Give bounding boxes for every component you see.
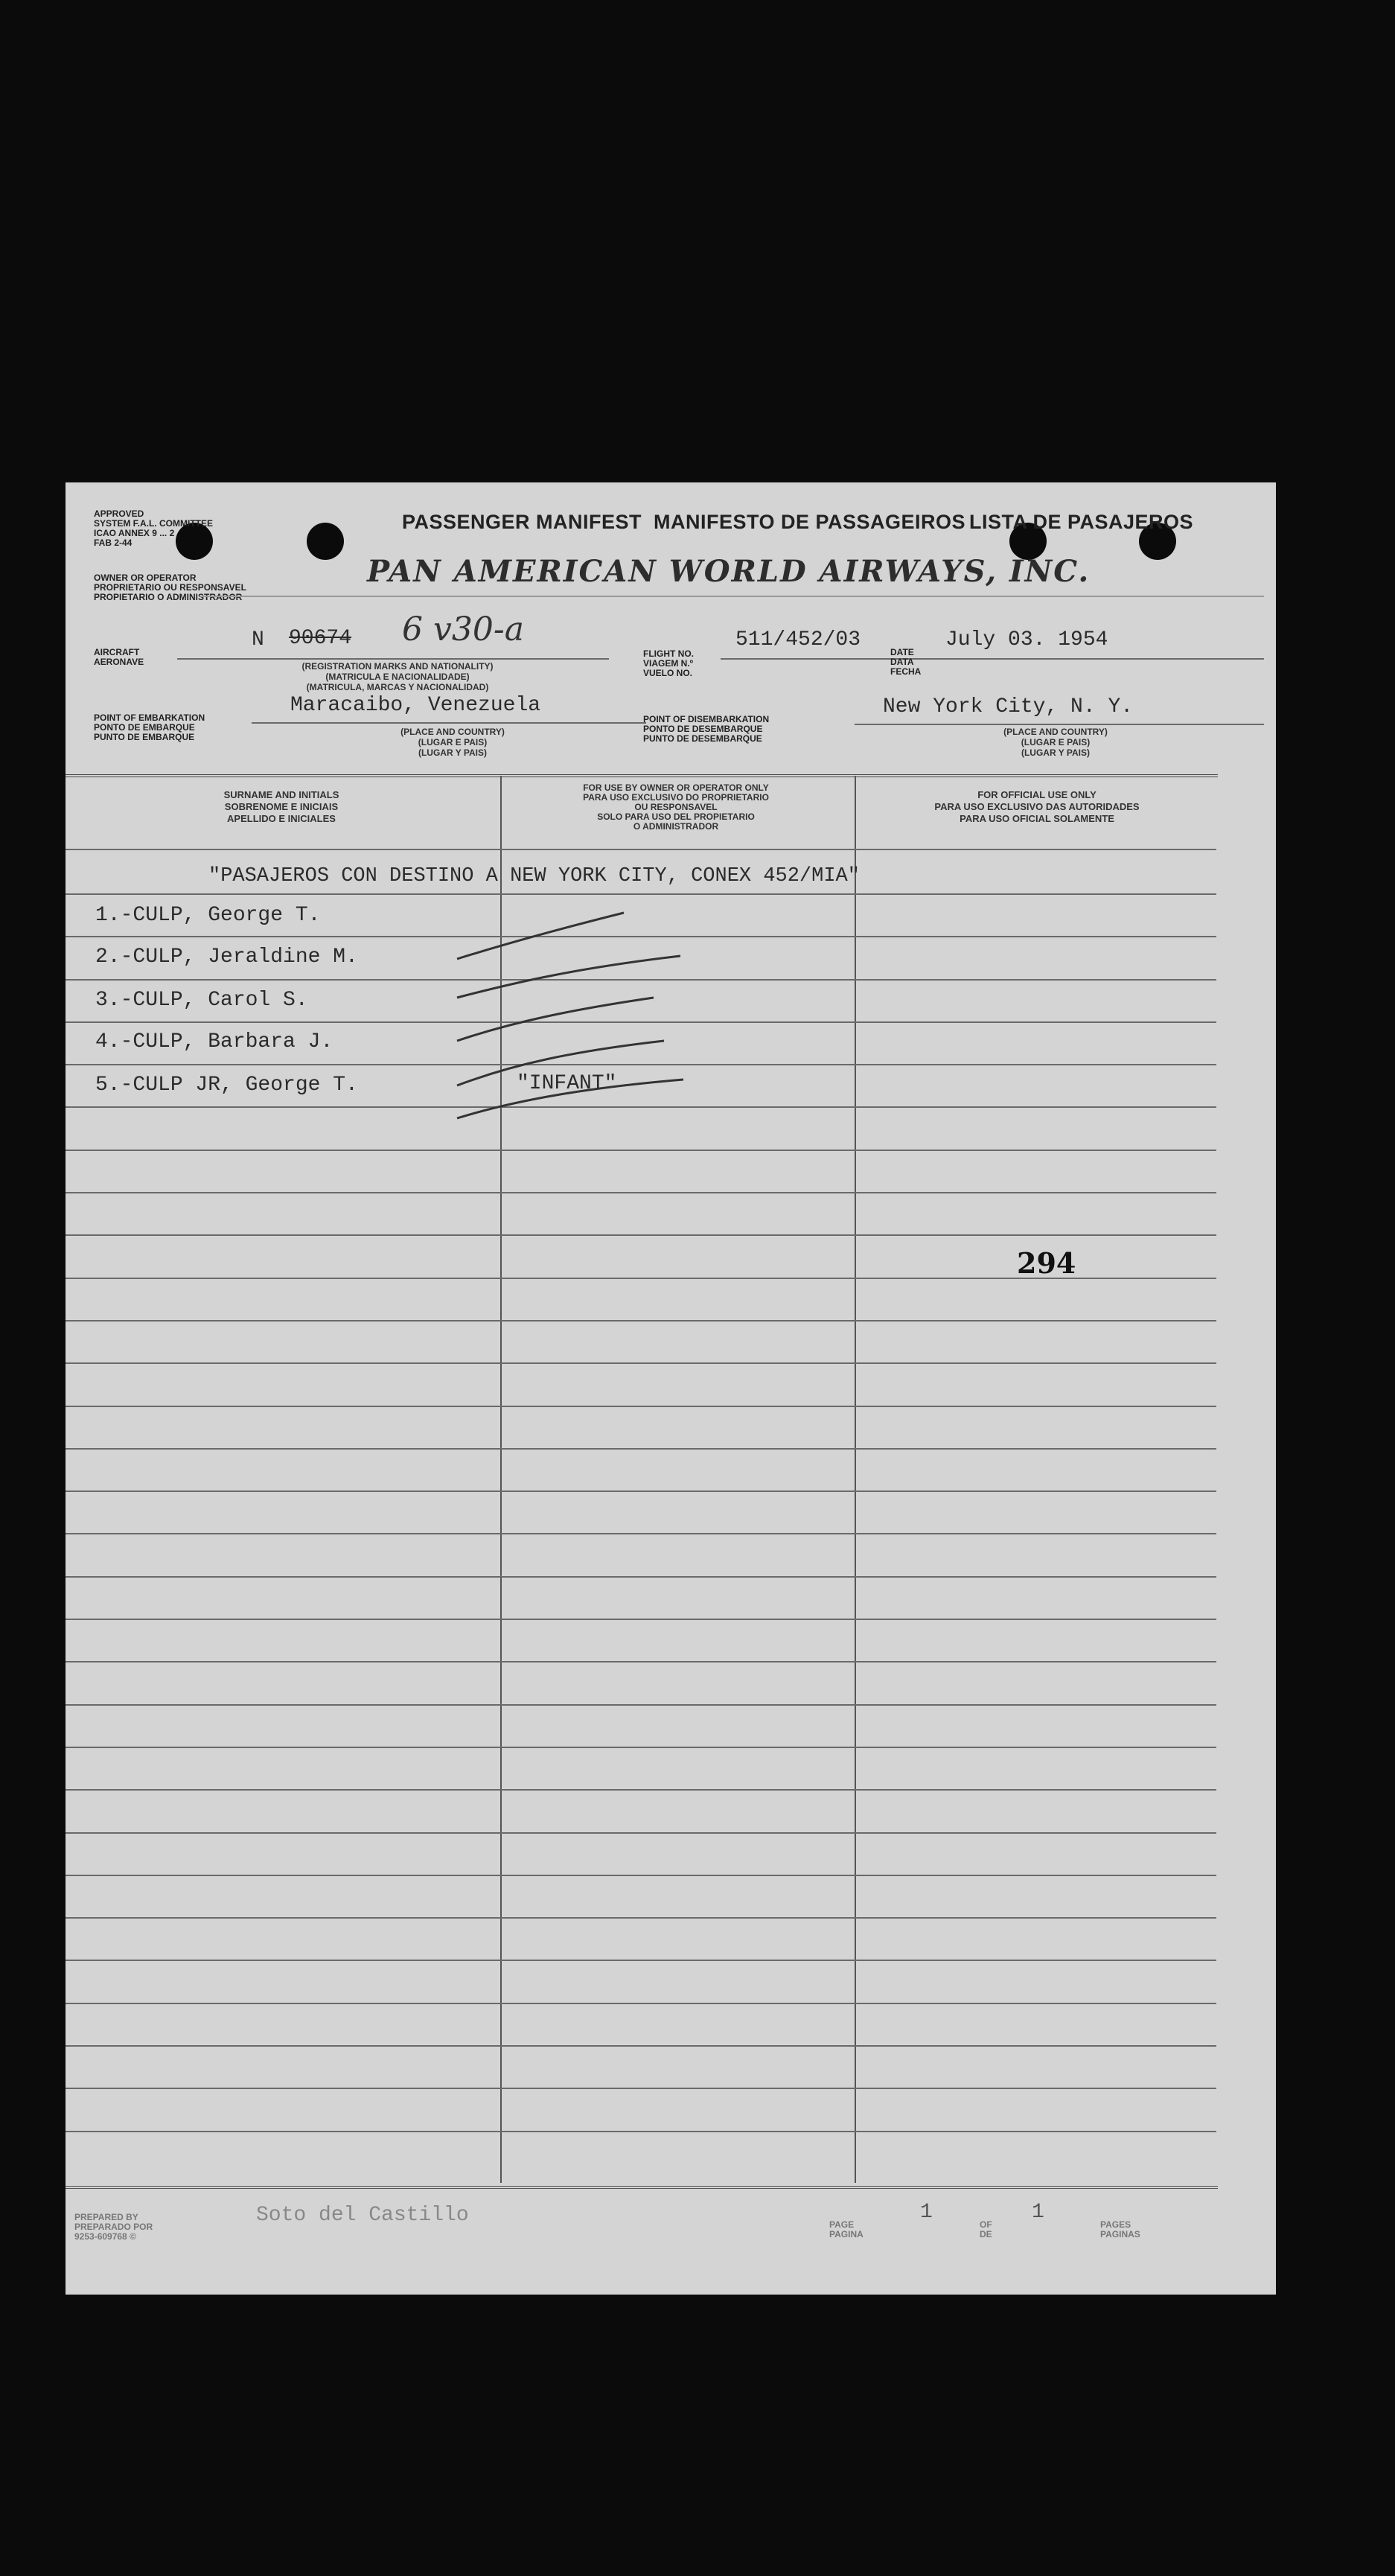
registration-prefix: N: [252, 628, 264, 651]
owner-label-line: PROPIETARIO O ADMINISTRADOR: [94, 592, 243, 602]
aircraft-sublabel: [271, 661, 524, 692]
table-row-rule: [66, 1832, 1216, 1834]
disembarkation-sublabel-line: (LUGAR Y PAIS): [1021, 747, 1090, 758]
date-underline: [944, 658, 1264, 660]
embarkation-value: Maracaibo, Venezuela: [290, 694, 541, 717]
table-top-border: [66, 774, 1218, 777]
page-label: [829, 2220, 864, 2239]
column-header-official-use: [862, 789, 1212, 825]
embarkation-label-line: PUNTO DE EMBARQUE: [94, 732, 195, 742]
prepared-label: [74, 2213, 153, 2242]
embarkation-underline: [252, 722, 646, 724]
table-row-rule: [66, 1960, 1216, 1961]
table-row-rule: [66, 1320, 1216, 1322]
of-label-line: OF: [980, 2219, 992, 2230]
table-row-rule: [66, 1789, 1216, 1791]
disembarkation-label-line: POINT OF DISEMBARKATION: [643, 714, 770, 724]
check-marks: [453, 870, 691, 1123]
pages-label: [1100, 2220, 1140, 2239]
aircraft-sublabel-line: (MATRICULA E NACIONALIDADE): [325, 672, 470, 682]
embarkation-sublabel-line: (PLACE AND COUNTRY): [400, 727, 505, 737]
disembarkation-value: New York City, N. Y.: [883, 695, 1134, 718]
passenger-remark: "INFANT": [517, 1072, 617, 1095]
passenger-name: 5.-CULP JR, George T.: [95, 1074, 358, 1097]
manifest-document: [66, 482, 1276, 2295]
column-header-owner-use: [505, 783, 847, 832]
table-row-rule: [66, 1448, 1216, 1450]
of-label: [980, 2220, 992, 2239]
passenger-name: 1.-CULP, George T.: [95, 904, 321, 927]
approval-line: APPROVED: [94, 508, 144, 519]
owner-underline: [199, 596, 1264, 597]
table-row-rule: [66, 1406, 1216, 1407]
table-row-rule: [66, 1875, 1216, 1876]
date-label-line: DATA: [890, 657, 914, 667]
approval-line: ICAO ANNEX 9 ... 2: [94, 528, 175, 538]
punch-hole: [307, 523, 344, 560]
embarkation-sublabel: [363, 727, 542, 758]
flight-number: 511/452/03: [735, 628, 861, 651]
table-row-rule: [66, 1533, 1216, 1534]
flight-label-line: VUELO NO.: [643, 668, 693, 678]
title-portuguese: MANIFESTO DE PASSAGEIROS: [654, 511, 966, 533]
footer-top-border: [66, 2186, 1218, 2189]
approval-line: SYSTEM F.A.L. COMMITTEE: [94, 518, 214, 529]
column-header-line: OU RESPONSAVEL: [634, 802, 718, 812]
table-row-rule: [66, 1704, 1216, 1706]
disembarkation-sublabel-line: (LUGAR E PAIS): [1021, 737, 1091, 747]
embarkation-label-line: POINT OF EMBARKATION: [94, 712, 205, 723]
embarkation-sublabel-line: (LUGAR E PAIS): [418, 737, 488, 747]
page-label-line: PAGINA: [829, 2229, 864, 2239]
owner-label-line: OWNER OR OPERATOR: [94, 573, 197, 583]
prepared-label-line: PREPARADO POR: [74, 2222, 153, 2232]
disembarkation-label-line: PONTO DE DESEMBARQUE: [643, 724, 763, 734]
approval-block: [94, 509, 213, 548]
flight-label: [643, 649, 694, 678]
aircraft-sublabel-line: (REGISTRATION MARKS AND NATIONALITY): [301, 661, 494, 672]
column-header-line: APELLIDO E INICIALES: [227, 813, 336, 824]
prepared-label-line: 9253-609768 ©: [74, 2231, 136, 2242]
airline-name: PAN AMERICAN WORLD AIRWAYS, INC.: [367, 554, 1091, 589]
passenger-name: 3.-CULP, Carol S.: [95, 989, 308, 1012]
table-row-rule: [66, 849, 1216, 850]
stamp-number: 294: [1017, 1246, 1076, 1280]
aircraft-label-line: AERONAVE: [94, 657, 144, 667]
embarkation-label-line: PONTO DE EMBARQUE: [94, 722, 195, 733]
disembarkation-sublabel: [959, 727, 1152, 758]
column-header-line: O ADMINISTRADOR: [633, 821, 719, 832]
registration-struck: 90674: [289, 627, 352, 650]
pages-label-line: PAGINAS: [1100, 2229, 1140, 2239]
owner-label: [94, 573, 246, 602]
prepared-by: Soto del Castillo: [256, 2204, 469, 2227]
disembarkation-label: [643, 715, 769, 744]
table-row-rule: [66, 1192, 1216, 1193]
pages-total: 1: [1032, 2201, 1044, 2224]
embarkation-sublabel-line: (LUGAR Y PAIS): [418, 747, 487, 758]
title-spanish: LISTA DE PASAJEROS: [969, 511, 1194, 533]
column-header-line: PARA USO EXCLUSIVO DAS AUTORIDADES: [934, 801, 1140, 812]
date-label: [890, 648, 921, 677]
prepared-label-line: PREPARED BY: [74, 2212, 138, 2222]
aircraft-sublabel-line: (MATRICULA, MARCAS Y NACIONALIDAD): [306, 682, 489, 692]
column-header-line: SOLO PARA USO DEL PROPIETARIO: [597, 812, 755, 822]
approval-line: FAB 2-44: [94, 538, 133, 548]
column-divider-2: [855, 776, 856, 2183]
table-row-rule: [66, 2045, 1216, 2047]
passenger-name: 4.-CULP, Barbara J.: [95, 1030, 333, 1053]
column-header-line: PARA USO EXCLUSIVO DO PROPRIETARIO: [583, 792, 769, 803]
table-row-rule: [66, 1234, 1216, 1236]
table-row-rule: [66, 2088, 1216, 2089]
title-english: PASSENGER MANIFEST: [402, 511, 642, 533]
column-header-line: FOR USE BY OWNER OR OPERATOR ONLY: [583, 782, 769, 793]
table-row-rule: [66, 2003, 1216, 2004]
table-row-rule: [66, 1747, 1216, 1748]
page-number: 1: [920, 2201, 933, 2224]
column-header-line: SOBRENOME E INICIAIS: [224, 801, 339, 812]
table-row-rule: [66, 1661, 1216, 1662]
embarkation-label: [94, 713, 205, 742]
table-row-rule: [66, 1491, 1216, 1492]
disembarkation-underline: [855, 724, 1264, 725]
column-header-line: PARA USO OFICIAL SOLAMENTE: [960, 813, 1114, 824]
disembarkation-sublabel-line: (PLACE AND COUNTRY): [1003, 727, 1108, 737]
flight-label-line: FLIGHT NO.: [643, 648, 694, 659]
table-row-rule: [66, 1917, 1216, 1919]
passenger-name: 2.-CULP, Jeraldine M.: [95, 946, 358, 969]
table-row-rule: [66, 1150, 1216, 1151]
table-row-rule: [66, 1576, 1216, 1578]
date-value: July 03. 1954: [945, 628, 1108, 651]
column-header-line: SURNAME AND INITIALS: [223, 789, 339, 800]
of-label-line: DE: [980, 2229, 992, 2239]
aircraft-underline: [177, 658, 609, 660]
disembarkation-label-line: PUNTO DE DESEMBARQUE: [643, 733, 762, 744]
owner-label-line: PROPRIETARIO OU RESPONSAVEL: [94, 582, 246, 593]
aircraft-label-line: AIRCRAFT: [94, 647, 140, 657]
flight-label-line: VIAGEM N.º: [643, 658, 694, 669]
table-row-rule: [66, 2131, 1216, 2132]
date-label-line: FECHA: [890, 666, 922, 677]
aircraft-label: [94, 648, 144, 667]
column-header-surname: [80, 789, 482, 825]
registration-handwritten: 6 v30-a: [402, 610, 524, 648]
column-header-line: FOR OFFICIAL USE ONLY: [977, 789, 1096, 800]
date-label-line: DATE: [890, 647, 914, 657]
destination-note: "PASAJEROS CON DESTINO A NEW YORK CITY, CONEX 452/MIA": [208, 865, 860, 887]
table-row-rule: [66, 1619, 1216, 1620]
table-row-rule: [66, 1362, 1216, 1364]
page-label-line: PAGE: [829, 2219, 855, 2230]
pages-label-line: PAGES: [1100, 2219, 1131, 2230]
